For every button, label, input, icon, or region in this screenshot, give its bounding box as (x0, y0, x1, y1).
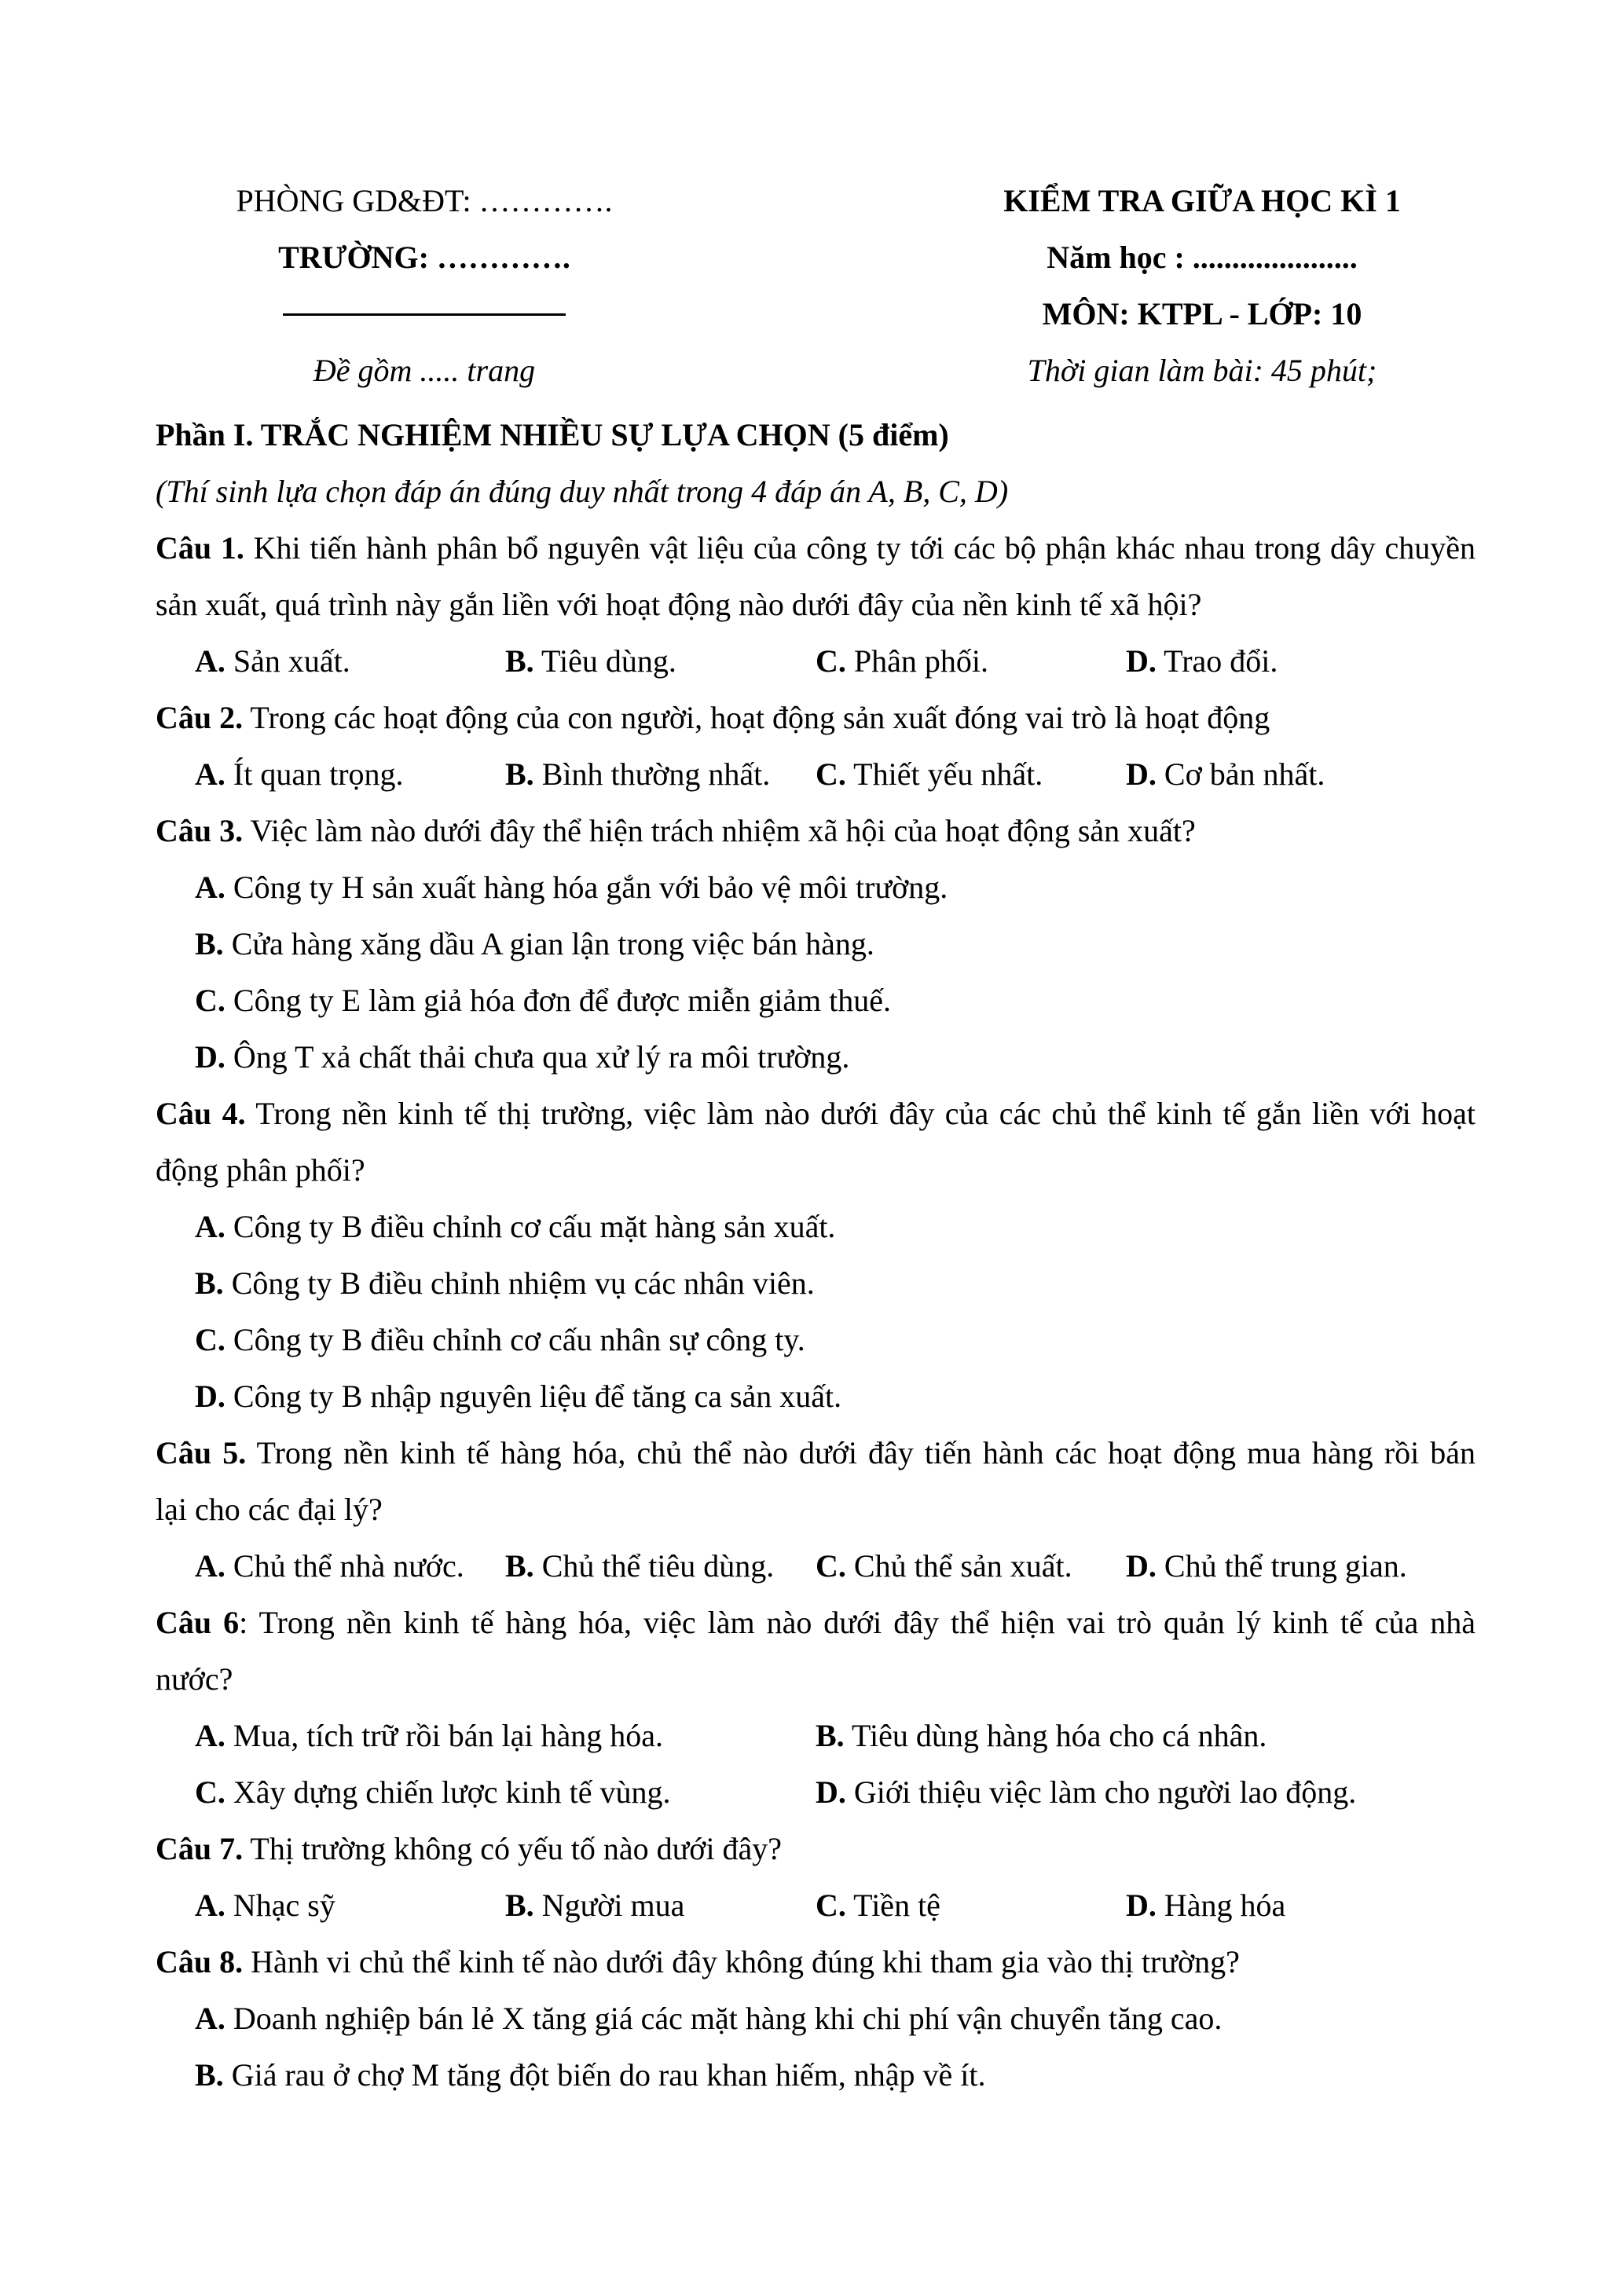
option (156, 1029, 1476, 1086)
option-label: D. (816, 1774, 846, 1810)
option-text: Chủ thể nhà nước. (225, 1548, 464, 1584)
option (505, 746, 770, 803)
option (195, 1708, 663, 1764)
option-text: Cửa hàng xăng dầu A gian lận trong việc bán hàng. (223, 926, 874, 961)
school-year: Năm học : ..................... (1047, 240, 1358, 275)
option (1126, 633, 1278, 690)
question-3-label: Câu 3. (156, 813, 244, 848)
option-label: D. (1126, 1548, 1157, 1584)
subject-line: MÔN: KTPL - LỚP: 10 (1042, 296, 1362, 331)
option-text: Chủ thể sản xuất. (845, 1548, 1072, 1584)
option-text: Hàng hóa (1156, 1888, 1286, 1923)
option-label: D. (1126, 756, 1157, 792)
option-text: Tiêu dùng hàng hóa cho cá nhân. (844, 1718, 1267, 1753)
option-label: A. (195, 870, 225, 905)
question-6-options-row1 (156, 1708, 1476, 1764)
question-3-text (156, 803, 1476, 859)
option (816, 1877, 940, 1934)
question-5-label: Câu 5. (156, 1435, 247, 1470)
question-7-text (156, 1821, 1476, 1877)
option-text: Ông T xả chất thải chưa qua xử lý ra môi trường. (225, 1039, 850, 1075)
question-5-line2: lại cho các đại lý? (156, 1492, 383, 1527)
option (156, 859, 1476, 916)
question-6-text (156, 1595, 1476, 1651)
option-text: Doanh nghiệp bán lẻ X tăng giá các mặt hàng khi chi phí vận chuyển tăng cao. (225, 2001, 1223, 2036)
option (816, 633, 988, 690)
option-text: Chủ thể trung gian. (1156, 1548, 1407, 1584)
question-4-label: Câu 4. (156, 1096, 246, 1131)
option-label: B. (505, 643, 534, 679)
option-label: D. (195, 1379, 225, 1414)
option (156, 916, 1476, 972)
option (156, 1312, 1476, 1368)
option-label: C. (816, 643, 846, 679)
question-7-options (156, 1877, 1476, 1934)
option-label: A. (195, 2001, 225, 2036)
question-2-label: Câu 2. (156, 700, 244, 735)
option-label: C. (195, 1774, 225, 1810)
option-text: Sản xuất. (225, 643, 350, 679)
option-text: Người mua (533, 1888, 685, 1923)
header-divider (283, 313, 566, 316)
option-text: Công ty B điều chỉnh nhiệm vụ các nhân viên. (223, 1265, 815, 1301)
question-5-line1: Trong nền kinh tế hàng hóa, chủ thể nào dưới đây tiến hành các hoạt động mua hàng rồi bán (246, 1435, 1476, 1470)
option-label: B. (505, 1548, 534, 1584)
question-4-text (156, 1086, 1476, 1142)
question-7-label: Câu 7. (156, 1831, 244, 1866)
header-left (157, 173, 691, 399)
option (816, 1708, 1267, 1764)
option-label: B. (195, 2057, 224, 2093)
question-8-text (156, 1934, 1476, 1990)
question-1-text (156, 520, 1476, 577)
option (505, 1877, 684, 1934)
header-right (888, 173, 1516, 399)
option (1126, 1538, 1407, 1595)
option (156, 1255, 1476, 1312)
question-1-line2: sản xuất, quá trình này gắn liền với hoạt động nào dưới đây của nền kinh tế xã hội? (156, 587, 1202, 622)
question-5-options (156, 1538, 1476, 1595)
question-2-line1: Trong các hoạt động của con người, hoạt động sản xuất đóng vai trò là hoạt động (243, 700, 1270, 735)
question-6-options-row2 (156, 1764, 1476, 1821)
option (195, 1764, 671, 1821)
department-line: PHÒNG GD&ĐT: …………. (236, 183, 613, 218)
question-6-line1: : Trong nền kinh tế hàng hóa, việc làm nào dưới đây thể hiện vai trò quản lý kinh tế của nhà (239, 1605, 1476, 1640)
option-text: Công ty E làm giả hóa đơn để được miễn giảm thuế. (225, 983, 892, 1018)
option-text: Cơ bản nhất. (1156, 756, 1325, 792)
option-label: D. (195, 1039, 225, 1075)
option-label: A. (195, 1888, 225, 1923)
option-label: C. (816, 1888, 846, 1923)
option (816, 1764, 1356, 1821)
option-label: B. (505, 756, 534, 792)
question-2-options (156, 746, 1476, 803)
option (156, 1990, 1476, 2047)
option-text: Tiêu dùng. (533, 643, 676, 679)
option (156, 1199, 1476, 1255)
section-instruction: (Thí sinh lựa chọn đáp án đúng duy nhất trong 4 đáp án A, B, C, D) (156, 474, 1009, 509)
option-label: A. (195, 756, 225, 792)
question-5-text (156, 1425, 1476, 1481)
option-label: A. (195, 1209, 225, 1244)
question-4-line1: Trong nền kinh tế thị trường, việc làm nào dưới đây của các chủ thể kinh tế gắn liền với hoạt (245, 1096, 1476, 1131)
question-6-label: Câu 6 (156, 1605, 240, 1640)
option-text: Công ty B nhập nguyên liệu để tăng ca sản xuất. (225, 1379, 842, 1414)
option-label: A. (195, 643, 225, 679)
question-8-line1: Hành vi chủ thể kinh tế nào dưới đây không đúng khi tham gia vào thị trường? (243, 1944, 1240, 1979)
option-text: Chủ thể tiêu dùng. (533, 1548, 775, 1584)
option-text: Mua, tích trữ rồi bán lại hàng hóa. (225, 1718, 663, 1753)
option-text: Trao đổi. (1156, 643, 1278, 679)
duration-line: Thời gian làm bài: 45 phút; (1027, 353, 1377, 388)
option (156, 2047, 1476, 2104)
exam-title: KIỂM TRA GIỮA HỌC KÌ 1 (1003, 183, 1401, 218)
option (195, 1538, 464, 1595)
option (195, 633, 350, 690)
option-text: Phân phối. (845, 643, 989, 679)
option (505, 633, 676, 690)
option (1126, 1877, 1285, 1934)
option-text: Bình thường nhất. (533, 756, 771, 792)
school-line: TRƯỜNG: …………. (278, 240, 570, 275)
option-label: D. (1126, 643, 1157, 679)
question-4-line2: động phân phối? (156, 1152, 365, 1188)
question-2-text (156, 690, 1476, 746)
header-rule-row (157, 286, 691, 342)
option (816, 1538, 1072, 1595)
question-7-line1: Thị trường không có yếu tố nào dưới đây? (243, 1831, 783, 1866)
option (156, 972, 1476, 1029)
option (505, 1538, 774, 1595)
option-label: C. (195, 983, 225, 1018)
option-text: Nhạc sỹ (225, 1888, 335, 1923)
option-text: Tiền tệ (845, 1888, 940, 1923)
section-title: Phần I. TRẮC NGHIỆM NHIỀU SỰ LỰA CHỌN (5 điểm) (156, 417, 949, 452)
option-text: Thiết yếu nhất. (845, 756, 1043, 792)
option-text: Xây dựng chiến lược kinh tế vùng. (225, 1774, 671, 1810)
option-text: Giới thiệu việc làm cho người lao động. (845, 1774, 1357, 1810)
option-label: B. (195, 926, 224, 961)
question-1-options (156, 633, 1476, 690)
option-label: A. (195, 1718, 225, 1753)
option (195, 746, 404, 803)
option (195, 1877, 335, 1934)
question-6-line2: nước? (156, 1661, 233, 1697)
option-label: C. (816, 1548, 846, 1584)
question-3-line1: Việc làm nào dưới đây thể hiện trách nhiệm xã hội của hoạt động sản xuất? (243, 813, 1196, 848)
option-text: Công ty B điều chỉnh cơ cấu nhân sự công ty. (225, 1322, 805, 1357)
question-1-line1: Khi tiến hành phân bổ nguyên vật liệu của công ty tới các bộ phận khác nhau trong dây chuyền (244, 530, 1476, 566)
option-label: B. (195, 1265, 224, 1301)
question-8-label: Câu 8. (156, 1944, 244, 1979)
exam-content (156, 407, 1476, 2104)
option-label: C. (816, 756, 846, 792)
option (1126, 746, 1325, 803)
option-label: A. (195, 1548, 225, 1584)
option-text: Công ty B điều chỉnh cơ cấu mặt hàng sản xuất. (225, 1209, 836, 1244)
option-label: C. (195, 1322, 225, 1357)
option-text: Công ty H sản xuất hàng hóa gắn với bảo vệ môi trường. (225, 870, 948, 905)
option-label: D. (1126, 1888, 1157, 1923)
page-count-line: Đề gồm ..... trang (313, 353, 536, 388)
option (156, 1368, 1476, 1425)
option (816, 746, 1043, 803)
question-1-label: Câu 1. (156, 530, 244, 566)
option-text: Ít quan trọng. (225, 756, 404, 792)
option-label: B. (816, 1718, 845, 1753)
option-label: B. (505, 1888, 534, 1923)
option-text: Giá rau ở chợ M tăng đột biến do rau khan hiếm, nhập về ít. (223, 2057, 986, 2093)
